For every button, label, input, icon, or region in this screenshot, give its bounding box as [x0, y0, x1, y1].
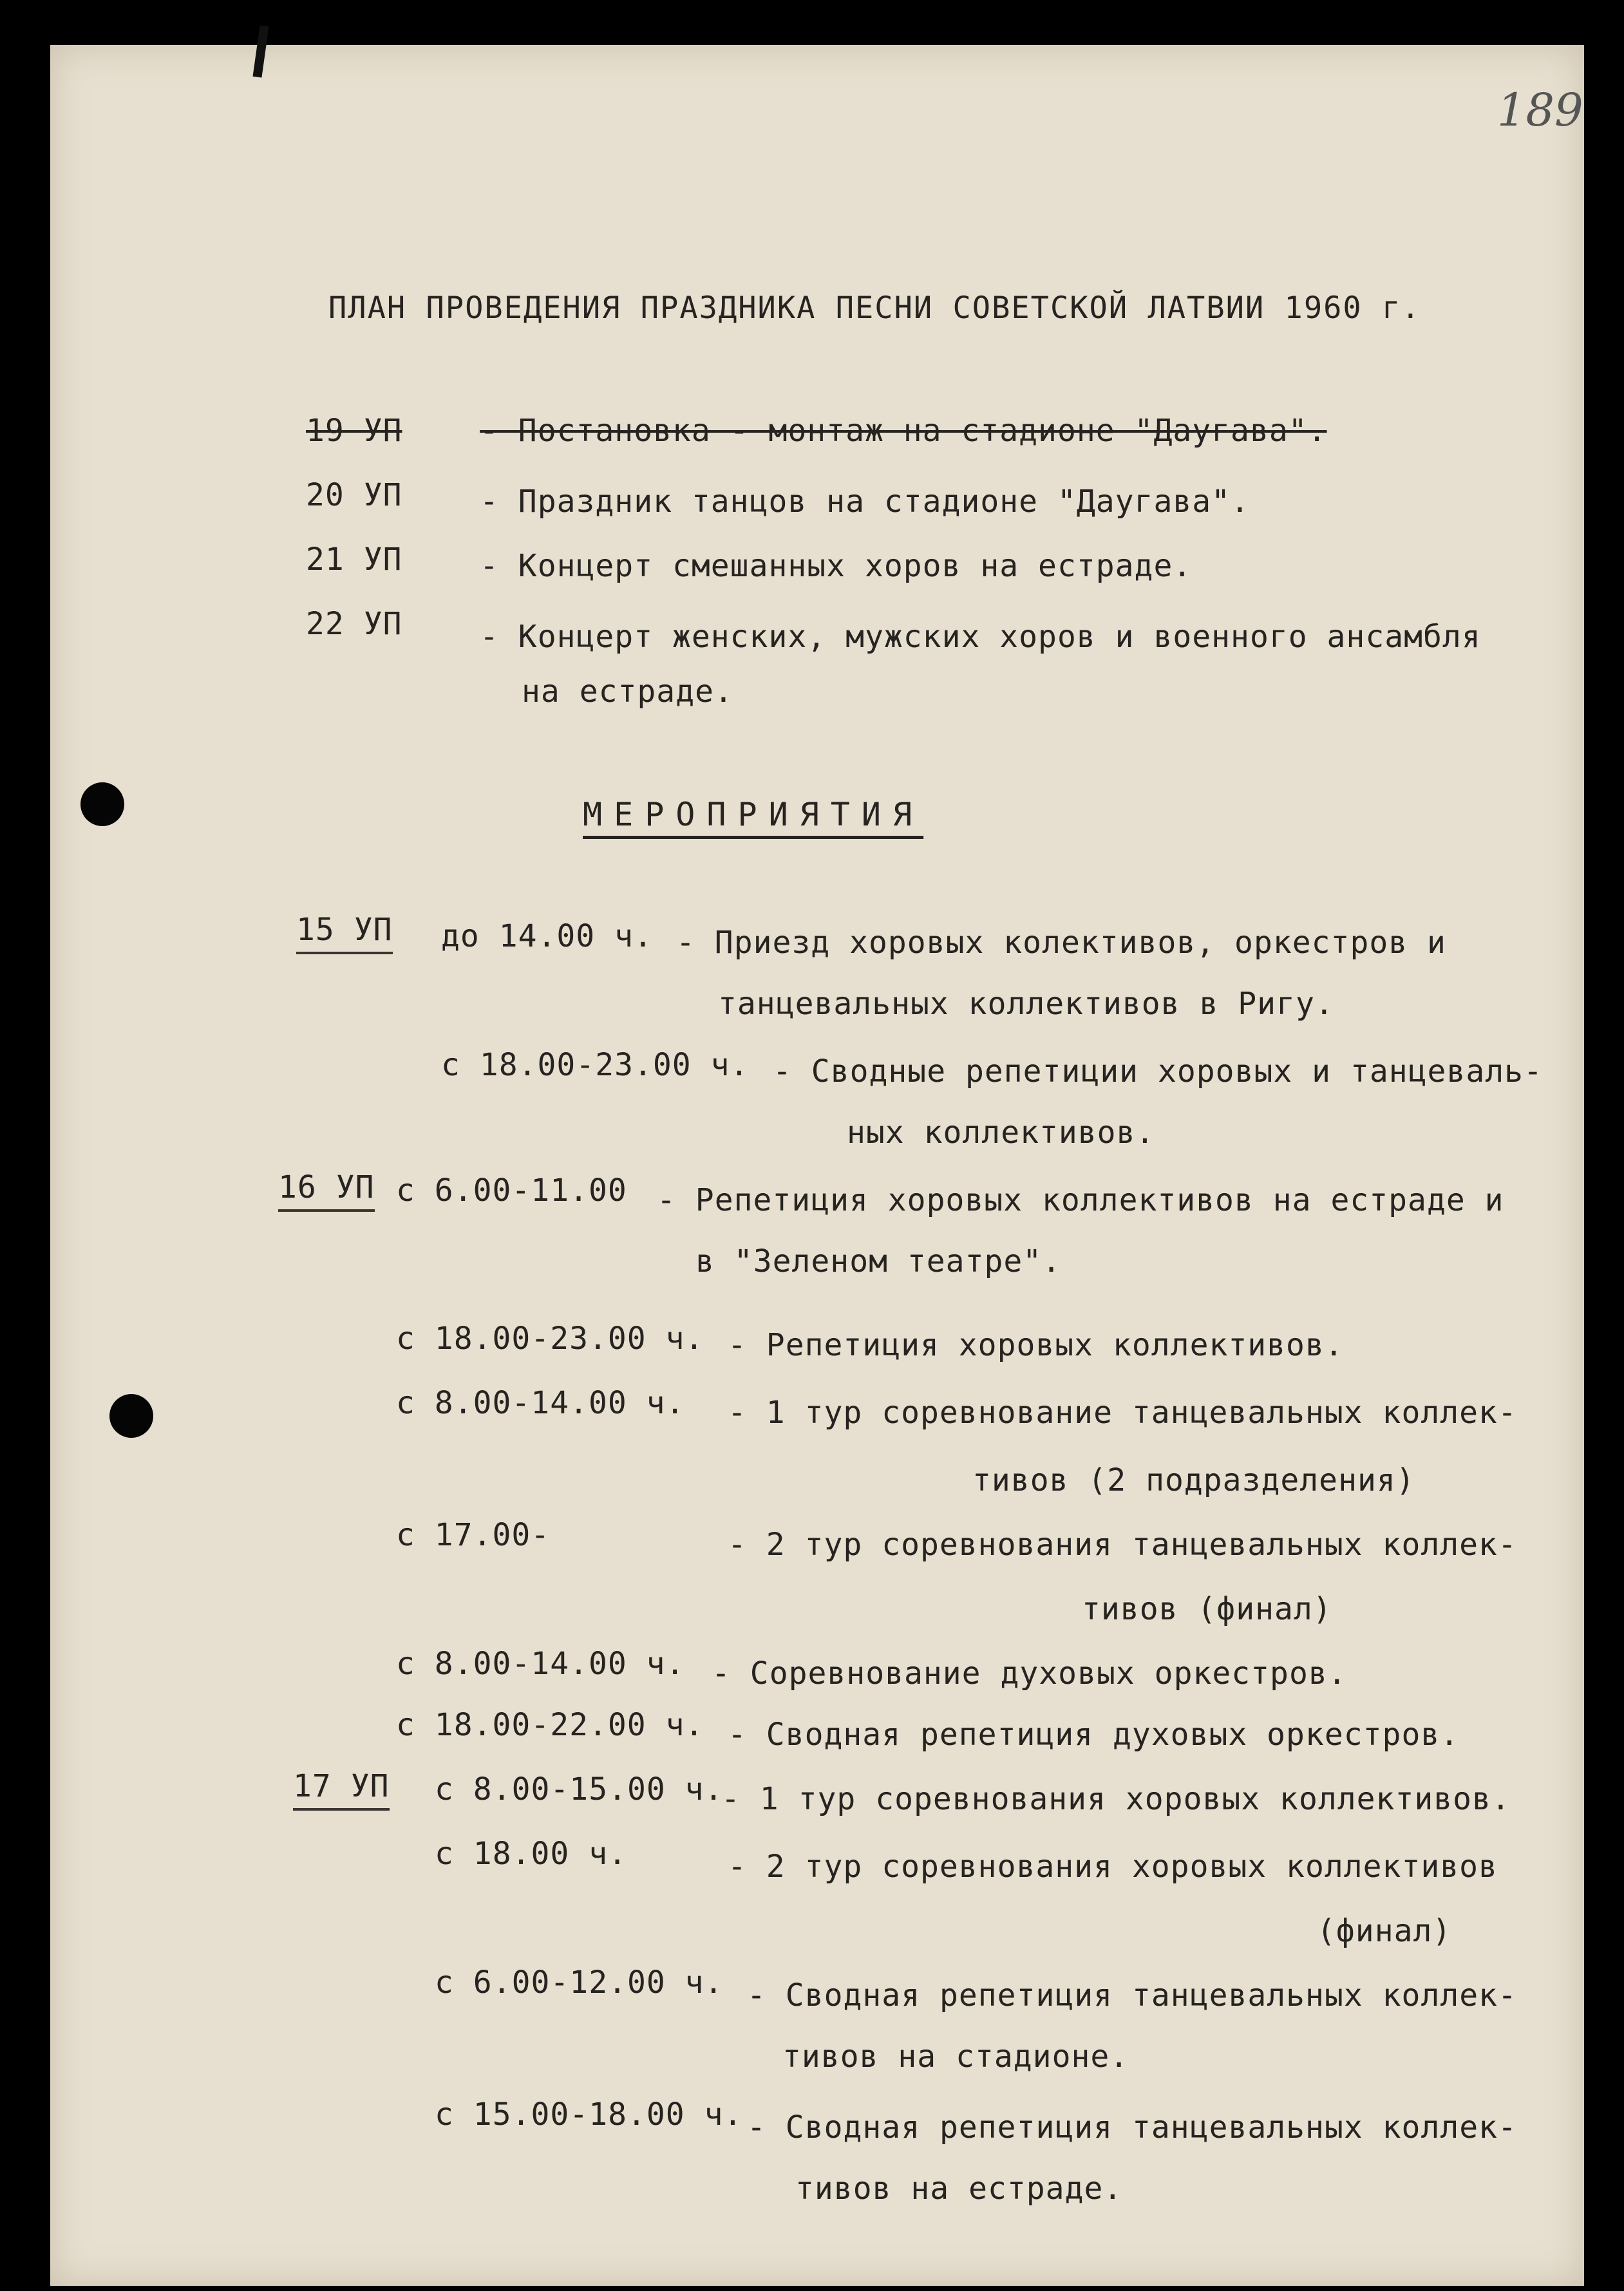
event-text: - Сводные репетиции хоровых и танцеваль- — [773, 1053, 1543, 1089]
section-heading: МЕРОПРИЯТИЯ — [583, 796, 924, 833]
event-text: - Приезд хоровых колективов, оркестров и — [676, 925, 1446, 961]
event-date: 15 УП — [296, 914, 393, 954]
event-text: - Сводная репетиция танцевальных коллек- — [747, 2109, 1517, 2145]
event-time: с 6.00-12.00 ч. — [435, 1965, 724, 2001]
event-text-continued: тивов (финал) — [1082, 1591, 1332, 1627]
event-time: с 17.00- — [396, 1517, 551, 1553]
punch-hole-lower — [109, 1394, 153, 1438]
event-text-continued: тивов на естраде. — [795, 2171, 1123, 2207]
punch-hole-upper — [80, 782, 124, 826]
event-text: - 1 тур соревнования хоровых коллективов. — [721, 1781, 1511, 1817]
event-text-continued: ных коллективов. — [847, 1115, 1155, 1151]
event-text: - Сводная репетиция танцевальных коллек- — [747, 1977, 1517, 2013]
schedule-text: - Постановка - монтаж на стадионе "Даугава". — [480, 413, 1327, 449]
event-time: с 18.00 ч. — [435, 1836, 627, 1872]
schedule-date: 22 УП — [306, 606, 402, 642]
event-time: с 6.00-11.00 — [396, 1173, 627, 1209]
schedule-date: 20 УП — [306, 477, 402, 513]
event-text-continued: танцевальных коллективов в Ригу. — [718, 986, 1334, 1022]
event-time: до 14.00 ч. — [441, 918, 653, 954]
event-text: - 2 тур соревнования танцевальных коллек- — [728, 1527, 1517, 1563]
document-title: ПЛАН ПРОВЕДЕНИЯ ПРАЗДНИКА ПЕСНИ СОВЕТСКОЙ ЛАТВИИ 1960 г. — [328, 290, 1421, 326]
event-time: с 18.00-23.00 ч. — [441, 1047, 750, 1083]
event-text-continued: в "Зеленом театре". — [695, 1243, 1062, 1279]
event-time: с 8.00-14.00 ч. — [396, 1385, 685, 1421]
event-text-continued: тивов на стадионе. — [782, 2039, 1129, 2075]
document-page — [50, 45, 1584, 2286]
schedule-date: 21 УП — [306, 542, 402, 578]
event-text: - Сводная репетиция духовых оркестров. — [728, 1717, 1460, 1753]
event-time: с 15.00-18.00 ч. — [435, 2097, 743, 2133]
event-text: - 1 тур соревнование танцевальных коллек- — [728, 1395, 1517, 1431]
event-text: - Репетиция хоровых коллективов на естраде и — [657, 1182, 1504, 1218]
schedule-date: 19 УП — [306, 413, 402, 449]
event-time: с 8.00-14.00 ч. — [396, 1646, 685, 1682]
event-text-continued: тивов (2 подразделения) — [972, 1462, 1415, 1498]
event-time: с 8.00-15.00 ч. — [435, 1771, 724, 1807]
schedule-text: - Концерт смешанных хоров на естраде. — [480, 548, 1193, 584]
schedule-text: - Праздник танцов на стадионе "Даугава". — [480, 484, 1250, 520]
event-date: 16 УП — [278, 1172, 375, 1212]
event-time: с 18.00-23.00 ч. — [396, 1321, 704, 1357]
event-time: с 18.00-22.00 ч. — [396, 1707, 704, 1743]
event-text: - Репетиция хоровых коллективов. — [728, 1327, 1344, 1363]
event-date: 17 УП — [293, 1771, 390, 1811]
event-text: - Соревнование духовых оркестров. — [712, 1655, 1347, 1692]
event-text: - 2 тур соревнования хоровых коллективов — [728, 1849, 1498, 1885]
schedule-text: - Концерт женских, мужских хоров и военного ансамбля — [480, 619, 1481, 655]
event-text-continued: (финал) — [1317, 1913, 1452, 1949]
page-number: 189 — [1497, 84, 1583, 137]
schedule-text-continued: на естраде. — [522, 674, 733, 710]
